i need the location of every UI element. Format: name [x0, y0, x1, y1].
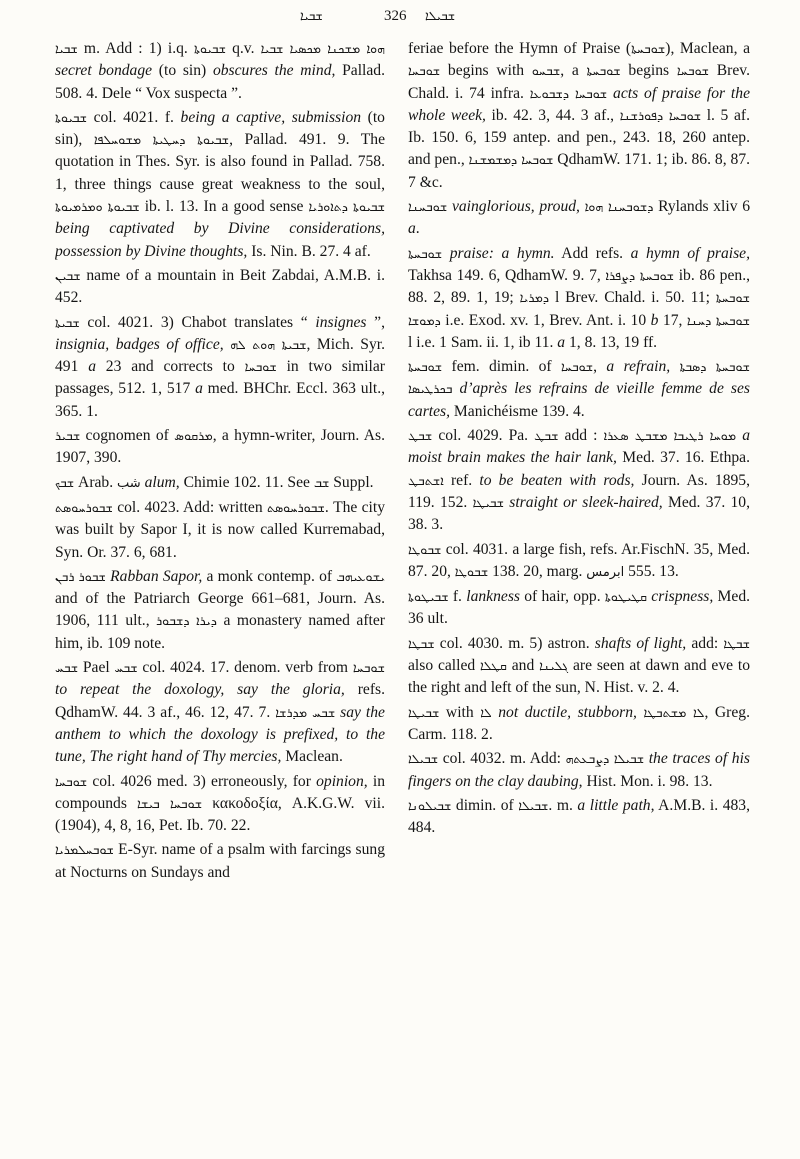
syriac-text: ܫܒܝܠܐ ܕܨܒܥܬܗ — [565, 751, 645, 767]
text-run: Med. 37. 10, 38. 3. — [408, 493, 750, 534]
text-run: in two similar passages, 512. 1, 517 — [55, 358, 385, 398]
syriac-text: ܫܒܚ ܡܕܪܫܐ — [275, 704, 336, 720]
text-run: , Mich. Syr. 491 — [55, 335, 385, 376]
syriac-text: ܕܫܘܒܚܢܐ ܗܘܐ — [584, 199, 654, 215]
dictionary-entry — [408, 425, 750, 536]
italic-text: acts of praise for the whole week, — [408, 84, 750, 124]
text-run: Pallad. 508. 4. Dele “ Vox suspecta ”. — [55, 62, 385, 102]
text-run: col. 4029. Pa. — [432, 427, 535, 445]
text-run: l. 5 af. Ib. 150. 6, 159 antep. and pen., 243. 18, 260 antep. and pen., — [408, 106, 750, 169]
text-run: col. 4021. f. — [86, 108, 181, 126]
syriac-text: ܡܘܚܐ ܪܛܝܒܐ ܡܫܒܛ ܣܥܪܐ — [603, 428, 737, 444]
syriac-text: ܫܘܒܚܬܐ — [631, 41, 666, 56]
syriac-text: ܫܒܝܛܘܬܐ — [408, 589, 449, 605]
syriac-text: ܫܒܛܐ — [723, 635, 750, 651]
dictionary-entry — [55, 38, 385, 105]
text-run: 23 and corrects to — [96, 358, 245, 376]
text-run: add : — [558, 427, 604, 445]
syriac-text: ܫܒܝܠܘܢܐ — [408, 797, 452, 813]
syriac-text: ܫܒܝܐ — [55, 41, 78, 56]
syriac-text: ܫܒܘܪܚܘܣܬ — [266, 499, 325, 515]
text-run: , — [593, 358, 607, 376]
text-run: col. 4024. 17. denom. verb from — [137, 659, 353, 677]
text-run: . The city was built by Sapor I, it is now called Kurremabad, Syn. Or. 37. 6, 681. — [55, 498, 385, 561]
right-column — [408, 38, 750, 1154]
text-run: ref. — [443, 471, 480, 489]
syriac-text: ܓܠܝܢܐ — [539, 658, 569, 674]
italic-text: a — [195, 380, 203, 398]
syriac-text: ܕܡܪܝܐ — [519, 290, 550, 306]
syriac-text: ܩܛܠܐ — [480, 658, 507, 674]
text-run: Chimie 102. 11. See — [179, 473, 314, 491]
syriac-text: ܫܒܛܐ — [408, 635, 435, 651]
italic-text: the traces of his fingers on the clay daubing, — [408, 750, 750, 790]
syriac-text: ܫܒܘܛܐ — [454, 563, 489, 579]
text-run: Takhsa 149. 6, QdhamW. 9. 7, — [408, 266, 606, 284]
italic-text: a little path, — [577, 796, 655, 814]
text-run: of hair, opp. — [519, 588, 605, 606]
text-run — [442, 245, 450, 262]
text-run: l i.e. 1 Sam. ii. 1, ib 11. — [408, 333, 558, 351]
italic-text: shafts of light, — [594, 634, 687, 652]
text-run: , a hymn-writer, Journ. As. 1907, 390. — [55, 427, 385, 467]
text-run: col. 4032. m. Add: — [438, 750, 566, 768]
syriac-text: ܫܘܒܚܬܐ ܕܨܦܪܐ — [605, 267, 675, 283]
text-run: κακοδοξία, A.K.G.W. vii. (1904), 4, 8, 16, Pet. Ib. 70. 22. — [55, 794, 385, 835]
syriac-text: ܫܒܝܘܬܐ ܘܡܪܡܝܘܬܐ — [55, 199, 140, 215]
syriac-text: ܫܒܝܛܐ — [408, 704, 440, 720]
text-run: Arab. — [74, 473, 118, 491]
running-header — [0, 6, 800, 34]
italic-text: b — [650, 311, 659, 329]
syriac-text: ܫܘܒܚܐ — [676, 63, 710, 79]
syriac-text: ܫܒܝܘܬܐ ܕܚܛܝܬܐ ܡܫܘܚܠܦܐ — [93, 132, 230, 148]
text-run: ”, — [366, 313, 385, 331]
dictionary-entry — [408, 586, 750, 631]
dictionary-entry — [408, 243, 750, 354]
italic-text: d’après les refrains de vieille femme de ses cartes, — [408, 380, 750, 420]
text-run: , a — [560, 62, 587, 80]
syriac-text: ܫܒܝܠܐ — [518, 797, 549, 813]
italic-text: to be beaten with rods, — [479, 471, 635, 489]
syriac-text: ܫܒܚ — [55, 660, 79, 676]
italic-text: crispness, — [651, 588, 714, 606]
text-run: are seen at dawn and eve to the right and left of the sun, N. Hist. v. 2. 4. — [408, 657, 750, 697]
italic-text: insignes — [315, 313, 367, 331]
syriac-text: ܫܒ — [313, 474, 330, 490]
dictionary-entry — [408, 196, 750, 241]
text-run: f. — [448, 588, 467, 606]
text-run: Pael — [78, 659, 115, 677]
text-run: col. 4023. Add: written — [112, 498, 267, 516]
syriac-text: ܩܛܝܛܘܬܐ — [604, 589, 647, 605]
italic-text: being captivated by Divine considerations, possession by Divine thoughts, — [55, 220, 385, 260]
syriac-text: ܫܘܒܚܐ — [560, 359, 594, 375]
dictionary-entry — [55, 771, 385, 838]
text-run: . — [415, 220, 420, 238]
dictionary-entry — [55, 107, 385, 263]
text-run: cognomen of — [80, 427, 175, 445]
text-run: Add refs. — [554, 244, 631, 262]
dictionary-entry — [55, 566, 385, 655]
dictionary-entry — [408, 702, 750, 747]
text-run: l Brev. Chald. i. 50. 11; — [549, 289, 716, 307]
text-run: name of a mountain in Beit Zabdai, A.M.B. i. 452. — [55, 266, 385, 307]
italic-text: a refrain, — [606, 358, 671, 376]
text-run: Manichéisme 139. 4. — [450, 402, 585, 420]
text-run: , Pallad. 491. 9. The quotation in Thes. Syr. is also found in Pallad. 758. 1, three things cause great weakness to the soul, — [55, 131, 385, 193]
dictionary-entry — [55, 472, 385, 495]
syriac-text: ܫܒܝܐ — [260, 41, 284, 56]
syriac-text: ܠܐ ܡܫܬܒܛܐ — [643, 704, 705, 720]
text-run: ), Maclean, a — [665, 40, 750, 57]
syriac-text: ܫܘܒܚܬܐ ܕܡܘܫܐ — [408, 290, 750, 328]
syriac-text: ܫܘܒܚܬܐ — [408, 359, 443, 375]
text-run: refs. QdhamW. 44. 3 af., 46. 12, 47. 7. — [55, 681, 385, 721]
syriac-text: ܫܘܒܚܐ ܕܦܘܪܫܢܐ — [619, 107, 702, 123]
text-run: Med. 36 ult. — [408, 588, 750, 628]
text-run: E-Syr. name of a psalm with farcings sung at Nocturns on Sundays and — [55, 841, 385, 881]
syriac-text: ܗܘܐ ܡܫܟܢܐ ܡܟܣܝܐ — [289, 41, 385, 56]
syriac-text: ܫܘܒܚܐ — [352, 660, 385, 676]
dictionary-entry — [408, 748, 750, 793]
text-run: dimin. of — [451, 796, 519, 814]
syriac-text: ܫܘܒܚܬܐ — [586, 63, 621, 79]
text-run: 555. 13. — [624, 562, 679, 580]
syriac-text: ܫܘܒܚܐ ܕܡܫܡܫܢܐ — [468, 152, 554, 168]
text-run: a monk contemp. of — [202, 567, 337, 585]
syriac-text: ܫܒܝܬܐ ܗܘܬ ܠܗ — [230, 336, 307, 352]
right-running-headword: ܫܒܝܠܐ — [425, 8, 456, 23]
syriac-text: ܫܘܒܚܠܡܪܝܐ — [55, 842, 114, 858]
syriac-text: ܠܐ — [480, 704, 492, 720]
syriac-text: ܫܒܝܘܬܐ — [55, 109, 87, 125]
syriac-text: ܫܒܝܠܐ — [408, 751, 439, 767]
text-run: Suppl. — [329, 473, 374, 491]
italic-text: a — [408, 220, 416, 238]
text-run: add: — [686, 634, 724, 652]
syriac-text: ܫܒܘܛܐ — [408, 541, 442, 557]
text-run — [452, 380, 459, 397]
text-run: A.M.B. i. 483, 484. — [408, 796, 750, 837]
italic-text: insignia, badges of office, — [55, 335, 224, 353]
text-run: 1, 8. 13, 19 ff. — [565, 333, 658, 351]
dictionary-entry — [55, 312, 385, 423]
italic-text: straight or sleek-haired, — [509, 493, 663, 511]
text-run: Is. Nin. B. 27. 4 af. — [247, 242, 371, 260]
text-run: Rylands xliv 6 — [653, 198, 750, 216]
text-run: (to sin), — [55, 108, 385, 149]
text-run: col. 4021. 3) Chabot translates “ — [79, 313, 316, 331]
text-run: and — [506, 657, 540, 675]
syriac-text: ܫܘܒܚܬܐ ܕܚܢܐ — [686, 312, 750, 328]
text-run: also called — [408, 657, 481, 675]
arabic-text: شب — [117, 475, 141, 491]
italic-text: a — [557, 333, 566, 351]
italic-text: obscures the mind, — [212, 62, 336, 80]
text-run: begins with — [440, 62, 532, 80]
text-run: . m. — [548, 796, 578, 814]
syriac-text: ܫܒܟ — [55, 474, 75, 490]
text-run: QdhamW. 171. 1; ib. 86. 8, 87. 7 &c. — [408, 151, 750, 191]
italic-text: not ductile, stubborn, — [498, 703, 637, 721]
dictionary-entry — [55, 265, 385, 310]
syriac-text: ܫܒܚܘ — [531, 63, 561, 79]
text-run: feriae before the Hymn of Praise ( — [408, 40, 632, 57]
text-run: ib. l. 13. In a good sense — [139, 198, 309, 216]
italic-text: a hymn of praise, — [630, 244, 750, 262]
syriac-text: ܫܘܒܚܐ ܕܫܒܘܥܐ — [529, 85, 608, 101]
italic-text: opinion, — [316, 772, 368, 790]
syriac-text: ܫܘܒܚܬܐ ܕܣܒܬܐ ܒܟܪܛܝܣܐ — [408, 359, 750, 397]
syriac-text: ܫܒܝܪ — [55, 428, 81, 444]
dictionary-entry — [55, 657, 385, 768]
italic-text: alum, — [144, 473, 180, 491]
dictionary-entry — [408, 539, 750, 585]
text-run: m. Add : 1) i.q. — [77, 40, 194, 57]
italic-text: being a captive, submission — [180, 108, 362, 126]
italic-text: secret bondage — [55, 62, 153, 80]
syriac-text: ܫܘܒܚܐ — [408, 63, 441, 79]
text-run: fem. dimin. of — [442, 358, 561, 376]
text-run: in compounds — [55, 772, 385, 812]
syriac-text: ܫܘܒܚܐ ܒܝܫܐ — [137, 795, 203, 811]
syriac-text: ܫܘܒܚܢܐ — [408, 199, 448, 215]
syriac-text: ܫܒܝܬܐ — [55, 314, 80, 330]
dictionary-entry — [408, 356, 750, 423]
text-run: i.e. Exod. xv. 1, Brev. Ant. i. 10 — [440, 311, 651, 329]
text-run: med. BHChr. Eccl. 363 ult., 365. 1. — [55, 380, 385, 420]
text-run: a monastery named after him, ib. 109 note. — [55, 612, 385, 652]
syriac-text: ܫܒܘܪ ܪܒܢ — [55, 568, 106, 584]
text-run: col. 4031. a large fish, refs. Ar.FischN. 35, Med. 87. 20, — [408, 540, 750, 580]
syriac-text: ܫܘܒܚܬܐ — [408, 245, 443, 261]
dictionary-entry — [408, 633, 750, 700]
text-run: 138. 20, marg. — [488, 562, 587, 580]
syriac-text: ܫܒܝܘܬܐ — [193, 41, 226, 56]
text-run: Med. 37. 16. Ethpa. — [616, 449, 750, 467]
italic-text: praise: a hymn. — [449, 244, 555, 262]
dictionary-entry — [55, 425, 385, 470]
syriac-text: ܫܘܒܚܐ — [55, 773, 88, 789]
arabic-text: ابرمس — [586, 564, 625, 580]
italic-text: vainglorious, proud, — [451, 198, 580, 216]
italic-text: Rabban Sapor, — [110, 567, 203, 585]
text-run: , Greg. Carm. 118. 2. — [408, 703, 750, 743]
text-run: col. 4026 med. 3) erroneously, for — [87, 772, 317, 790]
syriac-text: ܫܒܝܘܬܐ ܕܬܐܘܪܝܐ — [308, 199, 385, 215]
text-run: Maclean. — [281, 748, 343, 766]
italic-text: say the anthem to which the doxology is prefixed, to the tune, The right hand of Thy mercies, — [55, 703, 385, 766]
text-run: q.v. — [225, 40, 261, 57]
text-run: begins — [620, 62, 677, 80]
dictionary-entry — [55, 497, 385, 564]
syriac-text: ܕܝܪܐ ܕܫܒܘܪ — [156, 613, 217, 629]
syriac-text: ܫܒܝܢ — [55, 267, 81, 283]
text-run: 17, — [658, 311, 687, 329]
italic-text: lankness — [466, 588, 520, 606]
text-run: Hist. Mon. i. 98. 13. — [582, 772, 713, 790]
text-run: col. 4030. m. 5) astron. — [434, 634, 595, 652]
left-running-headword: ܫܒܝܐ — [300, 8, 323, 23]
dictionary-entry — [55, 839, 385, 884]
italic-text: to repeat the doxology, say the gloria, — [55, 681, 345, 699]
syriac-text: ܫܒܛ — [408, 428, 433, 444]
syriac-text: ܫܒܝܛܐ — [472, 494, 504, 510]
text-run: with — [439, 703, 481, 721]
text-run: ib. 86 pen., 88. 2, 89. 1, 19; — [408, 266, 750, 307]
text-run: ib. 42. 3, 44. 3 af., — [485, 106, 620, 124]
dictionary-entry — [408, 38, 750, 194]
syriac-text: ܫܘܒܚܐ — [244, 359, 277, 375]
text-run: Brev. Chald. i. 74 infra. — [408, 62, 750, 102]
text-run — [670, 358, 679, 375]
page-number: 326 — [384, 8, 407, 24]
left-column — [55, 38, 385, 1154]
text-run: and of the Patriarch George 661–681, Journ. As. 1906, 111 ult., — [55, 590, 385, 630]
dictionary-entry — [408, 795, 750, 840]
syriac-text: ܫܒܚ — [114, 660, 138, 676]
text-run: Journ. As. 1895, 119. 152. — [408, 471, 750, 511]
syriac-text: ܫܒܘܪܚܘܣܬ — [55, 499, 113, 515]
italic-text: a — [88, 358, 96, 376]
syriac-text: ܫܒܛ — [534, 428, 559, 444]
syriac-text: ܝܫܘܥܝܗܒ — [336, 568, 385, 584]
text-run: (to sin) — [152, 62, 213, 80]
syriac-text: ܡܪܩܘܣ — [174, 428, 213, 444]
syriac-text: ܐܫܬܒܛ — [408, 472, 444, 488]
italic-text: a moist brain makes the hair lank, — [408, 427, 750, 467]
